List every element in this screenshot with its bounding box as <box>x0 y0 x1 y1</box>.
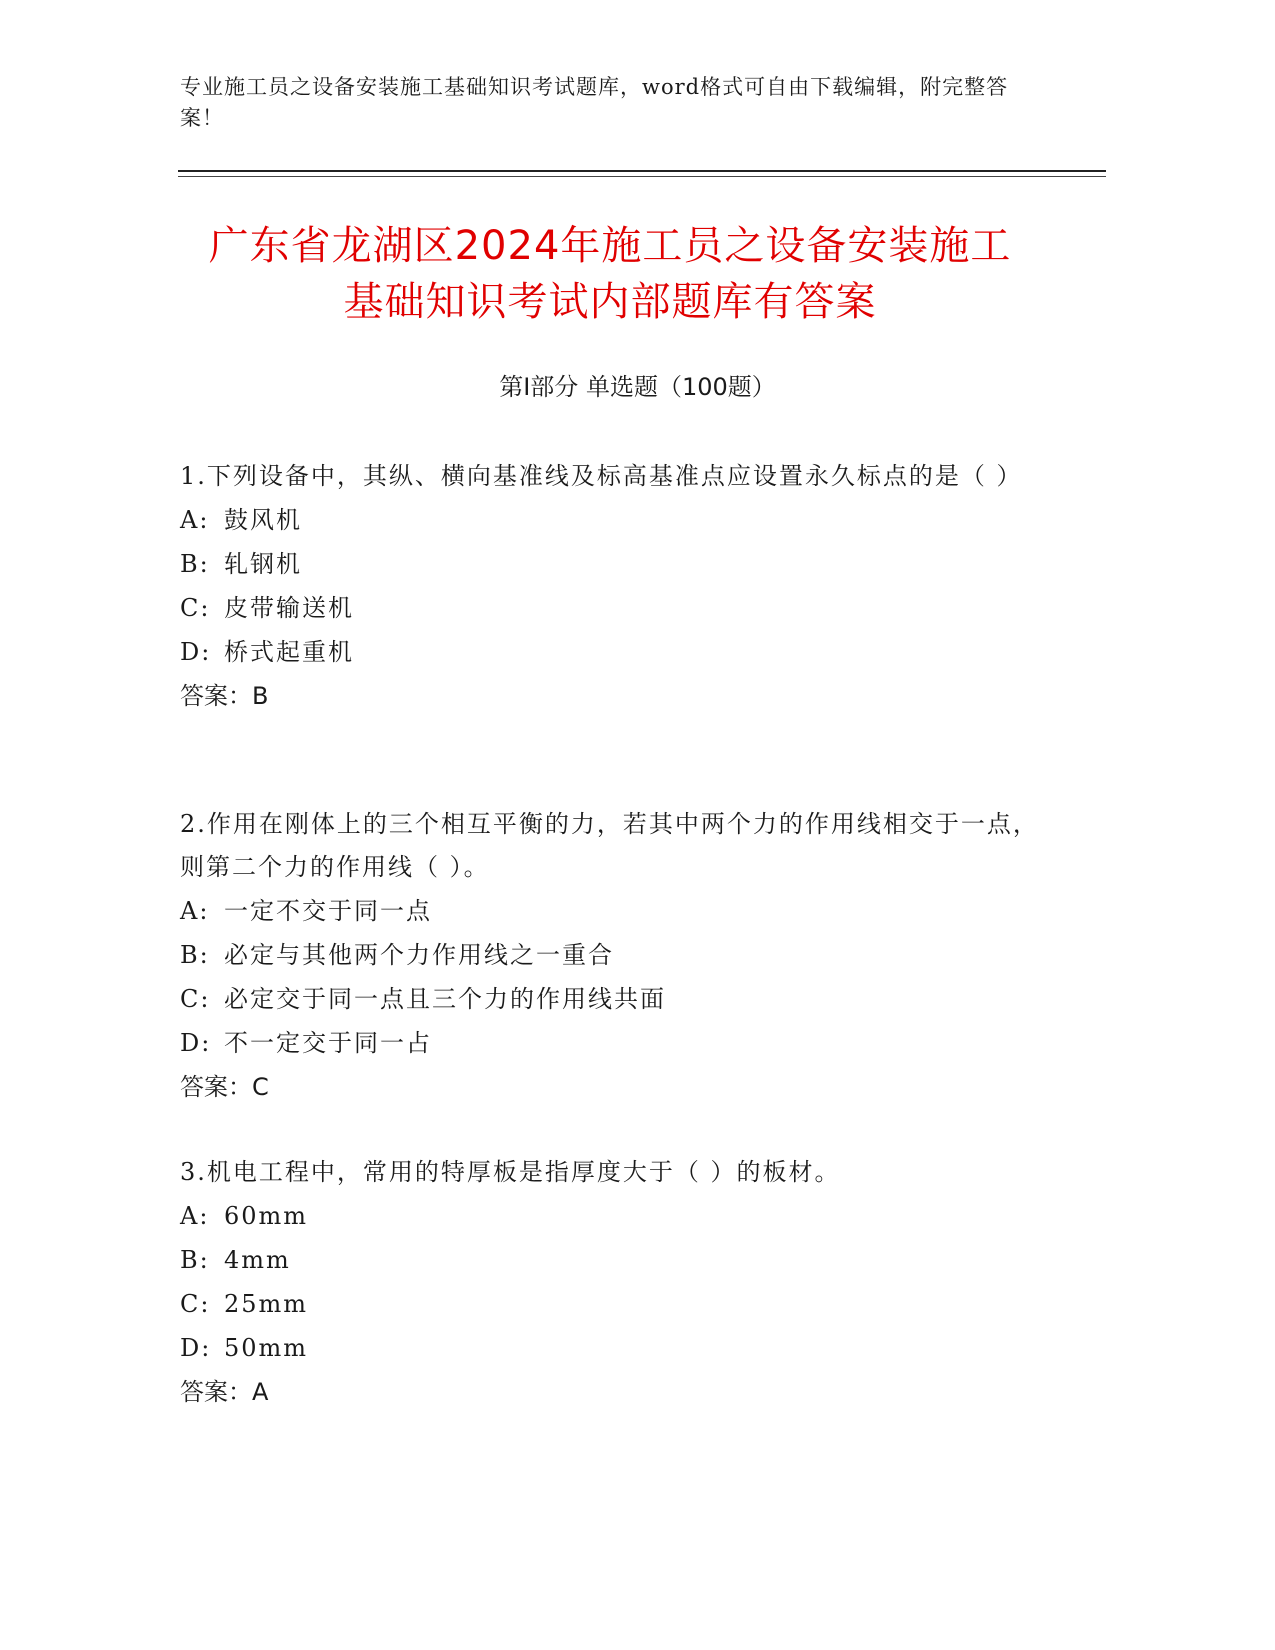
option-d <box>180 630 1040 674</box>
question-1 <box>180 455 1040 718</box>
option-text: 必定与其他两个力作用线之一重合 <box>224 941 614 969</box>
option-letter: C: <box>180 594 211 622</box>
option-d <box>180 1021 1040 1065</box>
option-b <box>180 542 1040 586</box>
section-heading: 第Ⅰ部分 单选题（100题） <box>499 373 776 401</box>
document-title <box>170 218 1050 330</box>
option-text: 轧钢机 <box>224 550 302 578</box>
option-text: 必定交于同一点且三个力的作用线共面 <box>224 985 666 1013</box>
option-letter: C: <box>180 1290 211 1318</box>
question-stem: 1.下列设备中，其纵、横向基准线及标高基准点应设置永久标点的是（ ） <box>180 462 1023 490</box>
title-line-1: 广东省龙湖区2024年施工员之设备安装施工 <box>208 223 1012 269</box>
option-text: 皮带输送机 <box>224 594 354 622</box>
option-letter: D: <box>180 638 212 666</box>
option-a <box>180 498 1040 542</box>
header-divider-thick <box>178 170 1106 172</box>
question-2 <box>180 803 1040 1109</box>
answer-line: 答案：A <box>180 1378 269 1406</box>
question-stem: 3.机电工程中，常用的特厚板是指厚度大于（ ）的板材。 <box>180 1158 841 1186</box>
option-a <box>180 889 1040 933</box>
option-d <box>180 1326 1040 1370</box>
option-text: 50mm <box>224 1334 309 1362</box>
question-stem: 2.作用在刚体上的三个相互平衡的力，若其中两个力的作用线相交于一点，则第二个力的作用线（ ）。 <box>180 810 1039 881</box>
option-letter: C: <box>180 985 211 1013</box>
option-letter: A: <box>180 1202 210 1230</box>
option-text: 不一定交于同一占 <box>224 1029 432 1057</box>
intro-text: 专业施工员之设备安装施工基础知识考试题库，word格式可自由下载编辑，附完整答案！ <box>180 75 1009 130</box>
question-3 <box>180 1151 1040 1414</box>
title-line-2: 基础知识考试内部题库有答案 <box>343 279 877 325</box>
option-b <box>180 933 1040 977</box>
option-text: 4mm <box>224 1246 291 1274</box>
option-letter: D: <box>180 1334 212 1362</box>
option-c <box>180 1282 1040 1326</box>
option-letter: B: <box>180 941 210 969</box>
option-text: 桥式起重机 <box>224 638 354 666</box>
option-c <box>180 977 1040 1021</box>
header-divider-thin <box>178 176 1106 177</box>
answer-line: 答案：B <box>180 682 269 710</box>
option-letter: B: <box>180 1246 210 1274</box>
option-a <box>180 1194 1040 1238</box>
option-text: 25mm <box>224 1290 309 1318</box>
answer-line: 答案：C <box>180 1073 269 1101</box>
option-letter: A: <box>180 897 210 925</box>
option-letter: D: <box>180 1029 212 1057</box>
option-text: 一定不交于同一点 <box>224 897 432 925</box>
option-text: 鼓风机 <box>224 506 302 534</box>
option-text: 60mm <box>224 1202 309 1230</box>
option-c <box>180 586 1040 630</box>
option-letter: A: <box>180 506 210 534</box>
option-b <box>180 1238 1040 1282</box>
option-letter: B: <box>180 550 210 578</box>
